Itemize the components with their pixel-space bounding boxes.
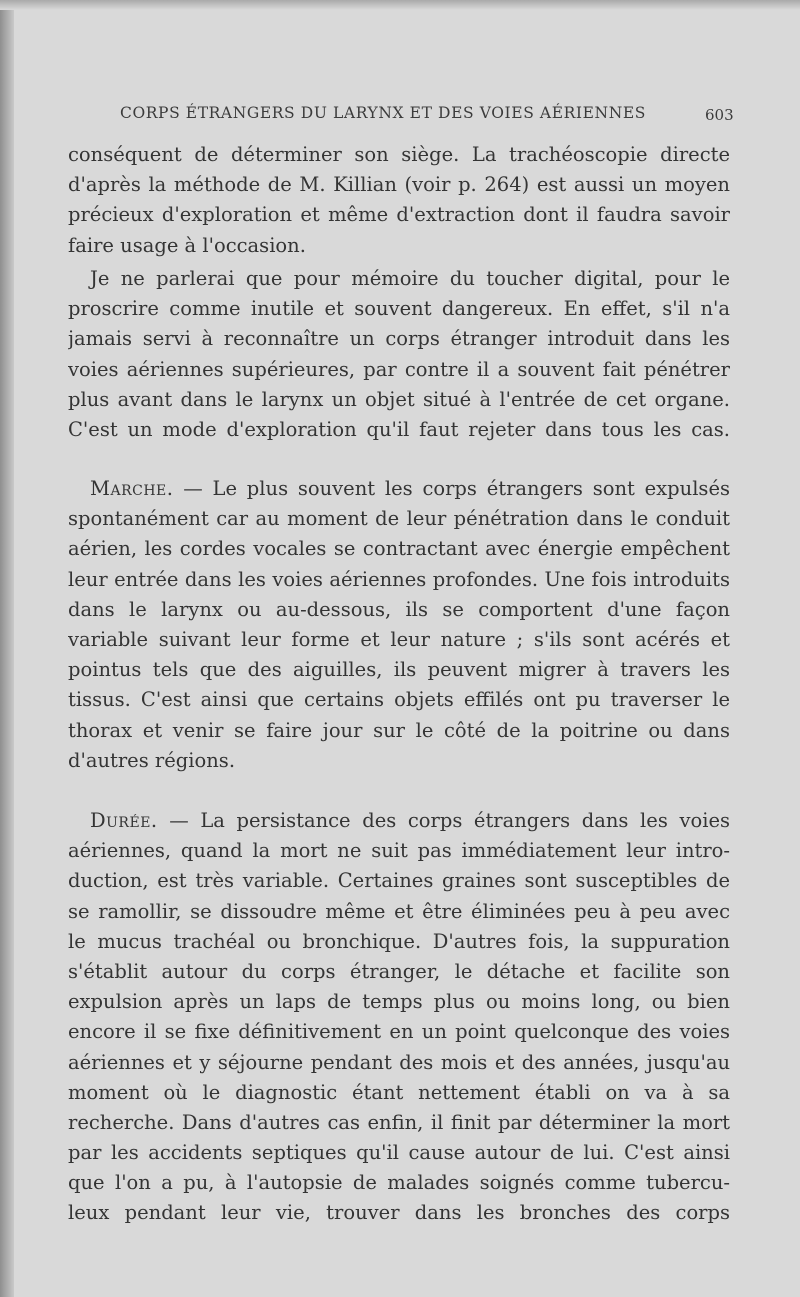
text-line: s'établit autour du corps étranger, le détache et facilite son — [68, 959, 730, 983]
text-line: expulsion après un laps de temps plus ou moins long, ou bien — [68, 990, 730, 1014]
paragraph-1 — [68, 140, 730, 261]
text-line: jamais servi à reconnaître un corps étranger introduit dans les — [68, 327, 730, 351]
text-line — [68, 474, 730, 504]
text-line: que l'on a pu, à l'autopsie de malades soignés comme tubercu- — [68, 1171, 730, 1195]
text-line: d'après la méthode de M. Killian (voir p. 264) est aussi un moyen — [68, 173, 730, 197]
text-line: moment où le diagnostic étant nettement établi on va à sa — [68, 1080, 730, 1104]
text-line-rest: — Le plus souvent les corps étrangers sont expulsés — [173, 477, 730, 500]
text-line: C'est un mode d'exploration qu'il faut rejeter dans tous les cas. — [68, 417, 730, 441]
text-line: plus avant dans le larynx un objet situé à l'entrée de cet organe. — [68, 387, 730, 411]
text-line: duction, est très variable. Certaines graines sont susceptibles de — [68, 869, 730, 893]
text-line: tissus. C'est ainsi que certains objets effilés ont pu traverser le — [68, 688, 730, 712]
running-title: CORPS ÉTRANGERS DU LARYNX ET DES VOIES AÉRIENNES — [120, 104, 647, 122]
text-line: aériennes et y séjourne pendant des mois et des années, jusqu'au — [68, 1050, 730, 1074]
text-line: spontanément car au moment de leur pénétration dans le conduit — [68, 507, 730, 531]
section-heading-duree: Durée. — [90, 809, 158, 832]
paragraph-marche — [68, 474, 730, 776]
text-line: leur entrée dans les voies aériennes profondes. Une fois introduits — [68, 567, 730, 591]
text-line: conséquent de déterminer son siège. La trachéoscopie directe — [68, 143, 730, 166]
text-line: se ramollir, se dissoudre même et être éliminées peu à peu avec — [68, 899, 730, 923]
text-line: proscrire comme inutile et souvent dangereux. En effet, s'il n'a — [68, 297, 730, 321]
text-line: par les accidents septiques qu'il cause autour de lui. C'est ainsi — [68, 1141, 730, 1165]
text-line: précieux d'exploration et même d'extraction dont il faudra savoir — [68, 203, 730, 227]
text-line — [68, 806, 730, 836]
paragraph-duree — [68, 806, 730, 1229]
page-number: 603 — [705, 106, 734, 124]
text-line: voies aériennes supérieures, par contre il a souvent fait pénétrer — [68, 357, 730, 381]
text-line: Je ne parlerai que pour mémoire du toucher digital, pour le — [90, 267, 730, 290]
section-heading-marche: Marche. — [90, 477, 174, 500]
text-line: encore il se fixe définitivement en un point quelconque des voies — [68, 1020, 730, 1044]
text-line-rest: — La persistance des corps étrangers dans les voies — [157, 809, 730, 832]
text-line: aérien, les cordes vocales se contractant avec énergie empêchent — [68, 537, 730, 561]
text-line: dans le larynx ou au-dessous, ils se comportent d'une façon — [68, 597, 730, 621]
text-line: le mucus trachéal ou bronchique. D'autres fois, la suppuration — [68, 929, 730, 953]
text-line: faire usage à l'occasion. — [68, 233, 306, 257]
text-line: variable suivant leur forme et leur nature ; s'ils sont acérés et — [68, 627, 730, 651]
text-line: pointus tels que des aiguilles, ils peuvent migrer à travers les — [68, 658, 730, 682]
paragraph-2 — [68, 264, 730, 445]
text-line: leux pendant leur vie, trouver dans les bronches des corps — [68, 1201, 730, 1225]
text-line: aériennes, quand la mort ne suit pas immédiatement leur intro- — [68, 839, 730, 863]
text-line: d'autres régions. — [68, 748, 236, 772]
text-line: thorax et venir se faire jour sur le côté de la poitrine ou dans — [68, 718, 730, 742]
text-line: recherche. Dans d'autres cas enfin, il finit par déterminer la mort — [68, 1110, 730, 1134]
